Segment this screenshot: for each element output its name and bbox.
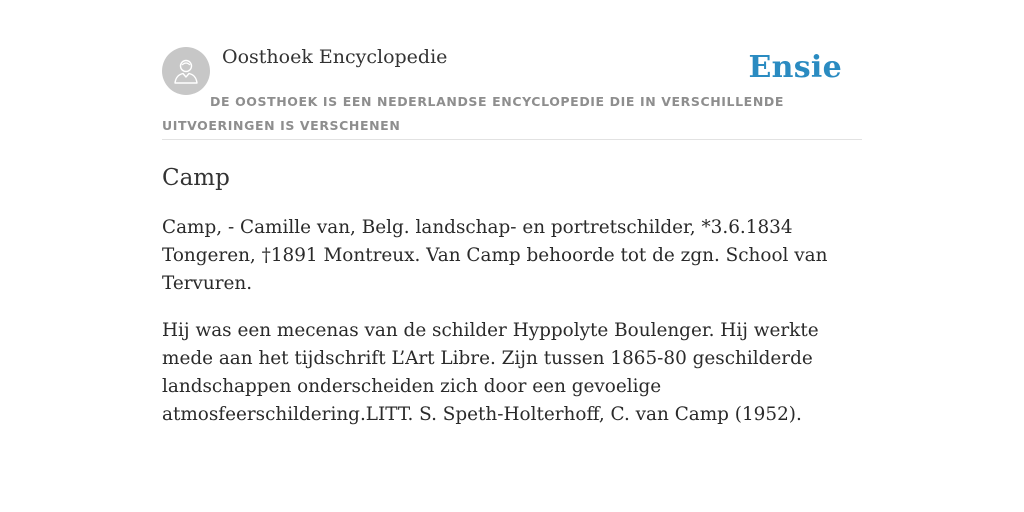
site-tagline: DE OOSTHOEK IS EEN NEDERLANDSE ENCYCLOPEDIE DIE IN VERSCHILLENDE UITVOERINGEN IS VERSCHENEN: [162, 94, 784, 133]
site-header: [162, 0, 862, 140]
site-title[interactable]: Oosthoek Encyclopedie: [222, 46, 448, 68]
article-paragraph: Hij was een mecenas van de schilder Hyppolyte Boulenger. Hij werkte mede aan het tijdschrift L’Art Libre. Zijn tussen 1865-80 geschilderde landschappen onderscheiden zich door een gevoelige atmosfeerschildering.LITT. S. Speth-Holterhoff, C. van Camp (1952).: [162, 320, 819, 425]
article: [162, 162, 862, 429]
article-paragraph: Camp, - Camille van, Belg. landschap- en portretschilder, *3.6.1834 Tongeren, †1891 Montreux. Van Camp behoorde tot de zgn. School van Tervuren.: [162, 217, 828, 294]
user-silhouette-icon: [171, 56, 201, 86]
brand-logo[interactable]: Ensie: [748, 50, 842, 85]
avatar[interactable]: [162, 47, 210, 95]
page-title: Camp: [162, 165, 230, 191]
